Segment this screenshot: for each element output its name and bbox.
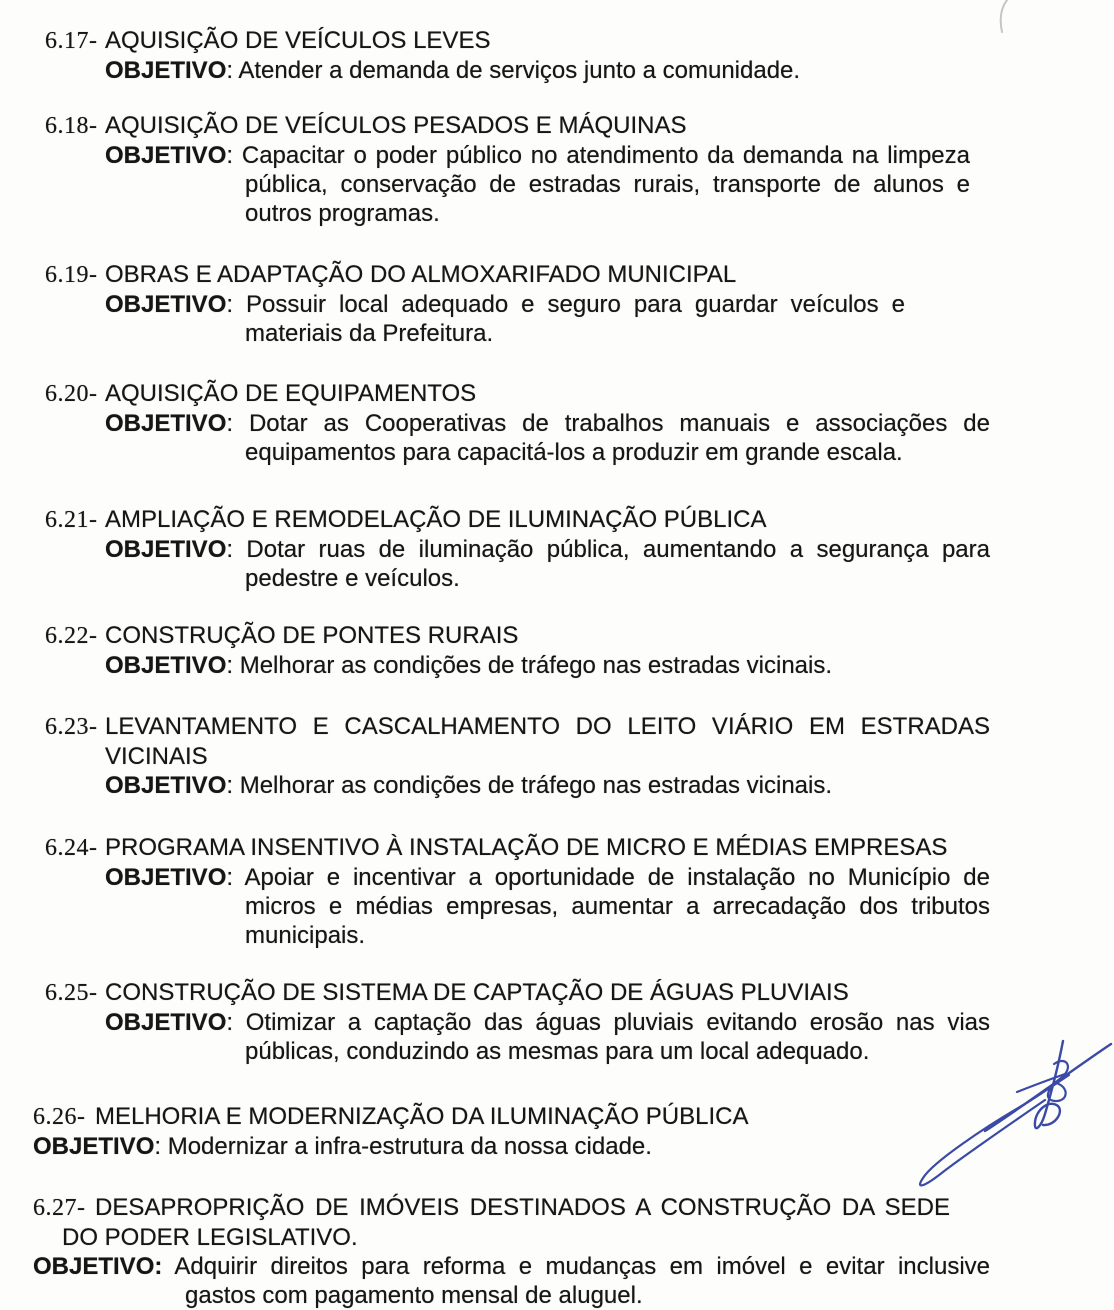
- objetivo-text: : Dotar ruas de iluminação pública, aumentando a segurança para pedestre e veículos.: [226, 536, 990, 592]
- item-number: 6.19-: [45, 262, 98, 288]
- item-number: 6.20-: [45, 381, 98, 407]
- item-number: 6.27-: [33, 1195, 86, 1221]
- plan-item-6-22: [45, 621, 990, 680]
- item-title-line: [45, 26, 990, 56]
- plan-item-6-27: [33, 1193, 990, 1310]
- item-title-line: [45, 621, 990, 651]
- item-objective: [45, 651, 990, 680]
- item-objective: [45, 409, 990, 467]
- item-title: PROGRAMA INSENTIVO À INSTALAÇÃO DE MICRO E MÉDIAS EMPRESAS: [105, 834, 948, 861]
- item-title: AQUISIÇÃO DE VEÍCULOS LEVES: [105, 27, 491, 54]
- plan-item-6-23: [45, 712, 990, 800]
- item-title: LEVANTAMENTO E CASCALHAMENTO DO LEITO VIÁRIO EM ESTRADAS VICINAIS: [105, 713, 990, 770]
- item-title: MELHORIA E MODERNIZAÇÃO DA ILUMINAÇÃO PÚBLICA: [95, 1103, 749, 1130]
- objetivo-label: OBJETIVO: [105, 291, 227, 318]
- item-number: 6.17-: [45, 28, 98, 54]
- objetivo-text: : Apoiar e incentivar a oportunidade de instalação no Município de micros e médias empresas, aumentar a arrecadação dos tributos municipais.: [226, 864, 990, 949]
- objetivo-text: : Melhorar as condições de tráfego nas estradas vicinais.: [226, 772, 833, 799]
- item-objective: [33, 1252, 990, 1310]
- item-number: 6.21-: [45, 507, 98, 533]
- item-title-line: [45, 833, 990, 863]
- objetivo-text: : Capacitar o poder público no atendimento da demanda na limpeza pública, conservação de estradas rurais, transporte de alunos e outros programas.: [226, 142, 970, 227]
- plan-item-6-24: [45, 833, 990, 950]
- item-number: 6.18-: [45, 113, 98, 139]
- scan-artifact-mark: [993, 0, 1017, 40]
- plan-item-6-21: [45, 505, 990, 593]
- objetivo-label: OBJETIVO: [105, 772, 227, 799]
- objetivo-label: OBJETIVO:: [33, 1253, 163, 1280]
- objetivo-text: Adquirir direitos para reforma e mudanças em imóvel e evitar inclusive gastos com pagamento mensal de aluguel.: [162, 1253, 990, 1309]
- objetivo-text: : Dotar as Cooperativas de trabalhos manuais e associações de equipamentos para capacitá-los a produzir em grande escala.: [226, 410, 990, 466]
- item-number: 6.24-: [45, 835, 98, 861]
- objetivo-label: OBJETIVO: [105, 410, 227, 437]
- item-number: 6.25-: [45, 980, 98, 1006]
- item-title-line: [45, 260, 990, 290]
- item-title: CONSTRUÇÃO DE SISTEMA DE CAPTAÇÃO DE ÁGUAS PLUVIAIS: [105, 979, 849, 1006]
- item-title: AMPLIAÇÃO E REMODELAÇÃO DE ILUMINAÇÃO PÚBLICA: [105, 506, 767, 533]
- item-objective: [45, 863, 990, 950]
- objetivo-label: OBJETIVO: [105, 142, 227, 169]
- objetivo-label: OBJETIVO: [105, 57, 227, 84]
- objetivo-label: OBJETIVO: [33, 1133, 155, 1160]
- item-objective: [45, 56, 990, 85]
- objetivo-label: OBJETIVO: [105, 864, 227, 891]
- objetivo-label: OBJETIVO: [105, 536, 227, 563]
- item-title-line: [45, 978, 990, 1008]
- item-title: AQUISIÇÃO DE VEÍCULOS PESADOS E MÁQUINAS: [105, 112, 687, 139]
- plan-item-6-18: [45, 111, 990, 228]
- item-title-line: [45, 111, 990, 141]
- item-title-line: [45, 505, 990, 535]
- plan-item-6-19: [45, 260, 990, 348]
- plan-item-6-17: [45, 26, 990, 85]
- item-title: CONSTRUÇÃO DE PONTES RURAIS: [105, 622, 519, 649]
- plan-item-6-26: [33, 1102, 990, 1161]
- item-title-line: [45, 712, 990, 771]
- objetivo-text: : Modernizar a infra-estrutura da nossa cidade.: [154, 1133, 652, 1160]
- item-number: 6.22-: [45, 623, 98, 649]
- item-title-line: [33, 1102, 990, 1132]
- objetivo-label: OBJETIVO: [105, 652, 227, 679]
- objetivo-text: : Possuir local adequado e seguro para guardar veículos e materiais da Prefeitura.: [226, 291, 905, 347]
- item-objective: [45, 771, 990, 800]
- item-number: 6.23-: [45, 714, 98, 740]
- plan-item-6-20: [45, 379, 990, 467]
- plan-item-6-25: [45, 978, 990, 1066]
- document-page: [33, 26, 990, 1310]
- objetivo-text: : Atender a demanda de serviços junto a comunidade.: [226, 57, 801, 84]
- item-title-line: [45, 379, 990, 409]
- item-objective: [45, 141, 990, 228]
- item-title: DESAPROPRIÇÃO DE IMÓVEIS DESTINADOS A CONSTRUÇÃO DA SEDE DO PODER LEGISLATIVO.: [62, 1194, 950, 1251]
- item-title: OBRAS E ADAPTAÇÃO DO ALMOXARIFADO MUNICIPAL: [105, 261, 737, 288]
- item-objective: [45, 535, 990, 593]
- item-title: AQUISIÇÃO DE EQUIPAMENTOS: [105, 380, 477, 407]
- item-objective: [45, 1008, 990, 1066]
- objetivo-label: OBJETIVO: [105, 1009, 227, 1036]
- item-objective: [33, 1132, 990, 1161]
- objetivo-text: : Otimizar a captação das águas pluviais evitando erosão nas vias públicas, conduzindo as mesmas para um local adequado.: [226, 1009, 990, 1065]
- item-title-line: [33, 1193, 990, 1252]
- objetivo-text: : Melhorar as condições de tráfego nas estradas vicinais.: [226, 652, 833, 679]
- item-objective: [45, 290, 990, 348]
- item-number: 6.26-: [33, 1104, 86, 1130]
